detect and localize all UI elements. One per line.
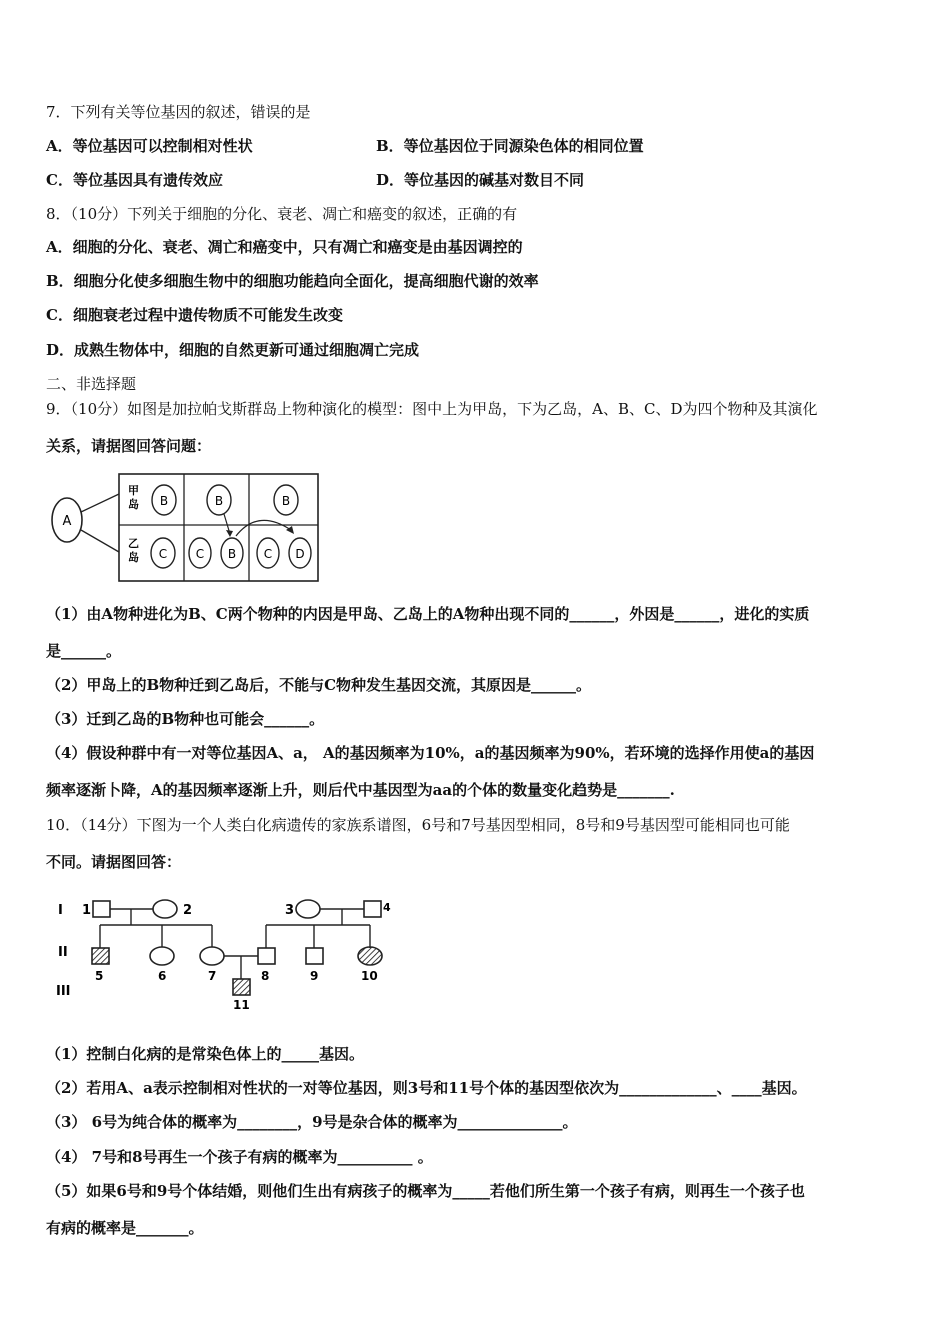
q8-stem: 8．（10分）下列关于细胞的分化、衰老、凋亡和癌变的叙述，正确的有 <box>46 205 518 223</box>
island-top-label-1: 甲 <box>128 484 139 497</box>
q7-option-c: C．等位基因具有遗传效应 <box>46 171 223 189</box>
individual-8 <box>258 948 275 964</box>
svg-text:B: B <box>159 494 169 508</box>
svg-text:C: C <box>263 547 273 561</box>
individual-5-affected <box>92 948 109 964</box>
island-top-label-2: 岛 <box>128 498 139 511</box>
svg-text:8: 8 <box>261 969 270 983</box>
species-a-label: A <box>62 514 72 529</box>
q10-part3: （3） 6号为纯合体的概率为________，9号是杂合体的概率为______________。 <box>46 1113 578 1131</box>
section-heading: 二、非选择题 <box>46 375 137 393</box>
q7-option-b: B．等位基因位于同源染色体的相同位置 <box>376 137 644 155</box>
svg-text:D: D <box>295 547 305 561</box>
q10-part5-line1: （5）如果6号和9号个体结婚，则他们生出有病孩子的概率为_____若他们所生第一个孩子有病，则再生一个孩子也 <box>46 1182 805 1200</box>
svg-text:4: 4 <box>383 901 391 914</box>
species-evolution-figure <box>46 470 326 585</box>
q8-option-a: A．细胞的分化、衰老、凋亡和癌变中，只有凋亡和癌变是由基因调控的 <box>46 238 523 256</box>
individual-3 <box>296 900 320 918</box>
svg-text:B: B <box>281 494 291 508</box>
svg-text:B: B <box>227 547 237 561</box>
svg-text:11: 11 <box>233 998 250 1012</box>
svg-text:C: C <box>195 547 205 561</box>
q7-option-a: A．等位基因可以控制相对性状 <box>46 137 253 155</box>
q9-stem-line2: 关系，请据图回答问题： <box>46 437 212 455</box>
q9-part1-line1: （1）由A物种进化为B、C两个物种的内因是甲岛、乙岛上的A物种出现不同的______，外因是______，进化的实质 <box>46 605 810 623</box>
q9-part4-line2: 频率逐渐卜降，A的基因频率逐渐上升，则后代中基因型为aa的个体的数量变化趋势是_______. <box>46 781 675 799</box>
q10-stem-line1: 10．（14分）下图为一个人类白化病遗传的家族系谱图，6号和7号基因型相同，8号和9号基因型可能相同也可能 <box>46 816 790 834</box>
q10-part2: （2）若用A、a表示控制相对性状的一对等位基因，则3号和11号个体的基因型依次为_____________、____基因。 <box>46 1079 807 1097</box>
q9-part4-line1: （4）假设种群中有一对等位基因A、a， A的基因频率为10%，a的基因频率为90%，若环境的选择作用使a的基因 <box>46 744 815 762</box>
q9-part3: （3）迁到乙岛的B物种也可能会______。 <box>46 710 325 728</box>
q9-stem-line1: 9．（10分）如图是加拉帕戈斯群岛上物种演化的模型：图中上为甲岛，下为乙岛，A、B、C、D为四个物种及其演化 <box>46 400 818 418</box>
generation-label: III <box>56 984 71 999</box>
svg-text:5: 5 <box>95 969 104 983</box>
svg-text:1: 1 <box>82 903 92 918</box>
q10-part4: （4） 7号和8号再生一个孩子有病的概率为__________ 。 <box>46 1148 433 1166</box>
q8-option-b: B．细胞分化使多细胞生物中的细胞功能趋向全面化，提高细胞代谢的效率 <box>46 272 539 290</box>
q10-stem-line2: 不同。请据图回答： <box>46 853 182 871</box>
pedigree-chart <box>52 893 402 1013</box>
svg-text:3: 3 <box>285 903 295 918</box>
q10-part5-line2: 有病的概率是_______。 <box>46 1219 204 1237</box>
q7-stem: 7．下列有关等位基因的叙述，错误的是 <box>46 103 311 121</box>
individual-4 <box>364 901 381 917</box>
individual-6 <box>150 947 174 965</box>
individual-2 <box>153 900 177 918</box>
svg-text:B: B <box>214 494 224 508</box>
island-bottom-label-2: 岛 <box>128 551 139 564</box>
q8-option-c: C．细胞衰老过程中遗传物质不可能发生改变 <box>46 306 343 324</box>
individual-11-affected <box>233 979 250 995</box>
individual-9 <box>306 948 323 964</box>
svg-text:C: C <box>158 547 168 561</box>
svg-text:9: 9 <box>310 969 319 983</box>
q7-option-d: D．等位基因的碱基对数目不同 <box>376 171 585 189</box>
branch-to-bottom <box>81 530 119 552</box>
q8-option-d: D．成熟生物体中，细胞的自然更新可通过细胞凋亡完成 <box>46 341 420 359</box>
svg-text:7: 7 <box>208 969 217 983</box>
q9-part2: （2）甲岛上的B物种迁到乙岛后，不能与C物种发生基因交流，其原因是______。 <box>46 676 592 694</box>
svg-text:10: 10 <box>361 969 378 983</box>
individual-1 <box>93 901 110 917</box>
svg-text:2: 2 <box>183 903 193 918</box>
svg-text:6: 6 <box>158 969 167 983</box>
individual-10-affected <box>358 947 382 965</box>
generation-label: I <box>58 903 63 918</box>
individual-7 <box>200 947 224 965</box>
branch-to-top <box>81 494 119 512</box>
generation-label: II <box>58 945 68 960</box>
island-bottom-label-1: 乙 <box>128 537 139 550</box>
q9-part1-line2: 是______。 <box>46 642 122 660</box>
q10-part1: （1）控制白化病的是常染色体上的_____基因。 <box>46 1045 364 1063</box>
evolution-arrow <box>236 520 291 536</box>
